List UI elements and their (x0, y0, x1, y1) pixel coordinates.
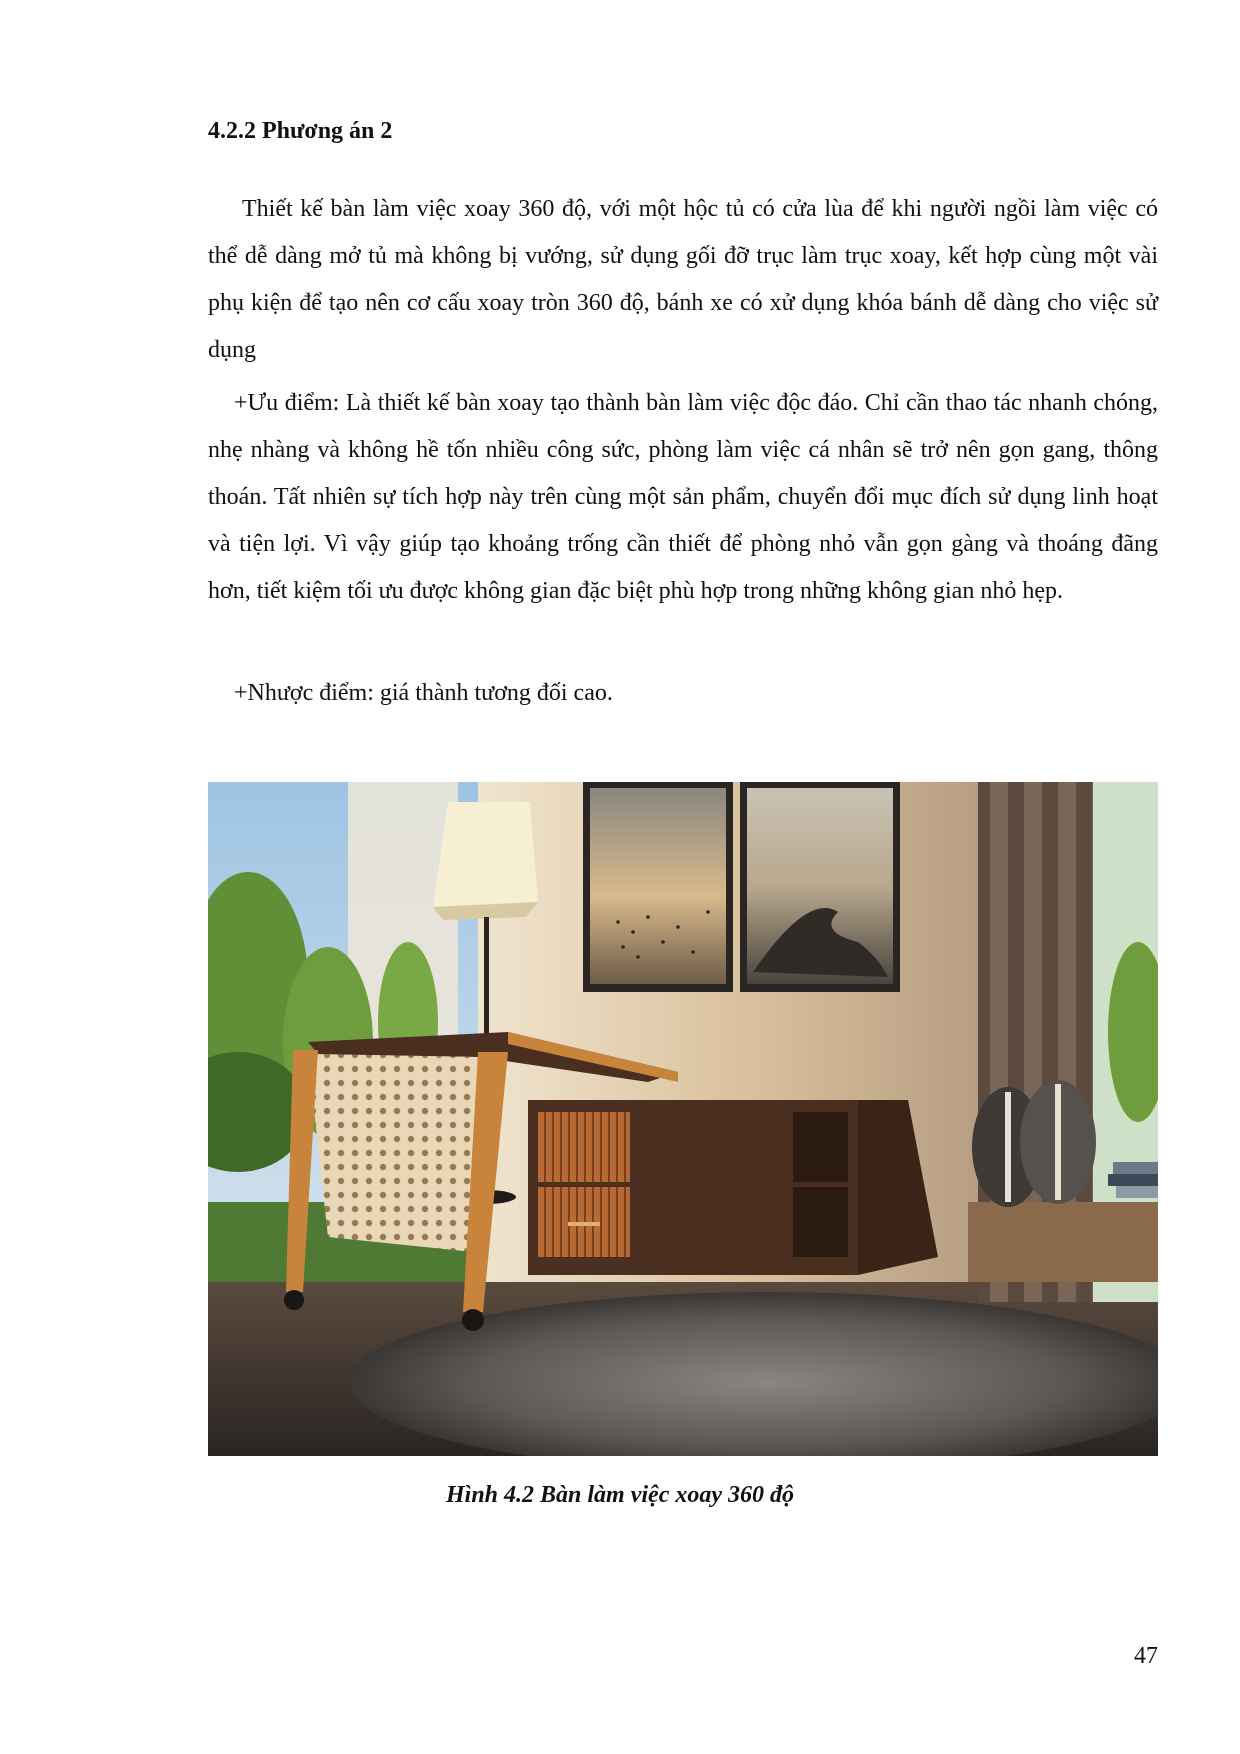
paragraph-description: Thiết kế bàn làm việc xoay 360 độ, với một hộc tủ có cửa lùa để khi người ngồi làm việc có thể dễ dàng mở tủ mà không bị vướng, sử dụng gối đỡ trục làm trục xoay, kết hợp cùng một vài phụ kiện để tạo nên cơ cấu xoay tròn 360 độ, bánh xe có xử dụng khóa bánh dễ dàng cho việc sử dụng (208, 196, 1158, 363)
figure-caption: Hình 4.2 Bàn làm việc xoay 360 độ (446, 1482, 794, 1508)
paragraph-disadvantages: +Nhược điểm: giá thành tương đối cao. (234, 680, 613, 706)
figure-desk-render (208, 782, 1158, 1456)
section-heading: 4.2.2 Phương án 2 (208, 118, 393, 144)
paragraph-advantages: +Ưu điểm: Là thiết kế bàn xoay tạo thành bàn làm việc độc đáo. Chỉ cần thao tác nhanh chóng, nhẹ nhàng và không hề tốn nhiều công sức, phòng làm việc cá nhân sẽ trở nên gọn gang, thông thoán. Tất nhiên sự tích hợp này trên cùng một sản phẩm, chuyển đổi mục đích sử dụng linh hoạt và tiện lợi. Vì vậy giúp tạo khoảng trống cần thiết để phòng nhỏ vẫn gọn gàng và thoáng đãng hơn, tiết kiệm tối ưu được không gian đặc biệt phù hợp trong những không gian nhỏ hẹp. (208, 390, 1158, 604)
painting-birds (583, 782, 733, 992)
page-number: 47 (1134, 1643, 1158, 1669)
desk-render-illustration (208, 782, 1158, 1456)
painting-wave (740, 782, 900, 992)
